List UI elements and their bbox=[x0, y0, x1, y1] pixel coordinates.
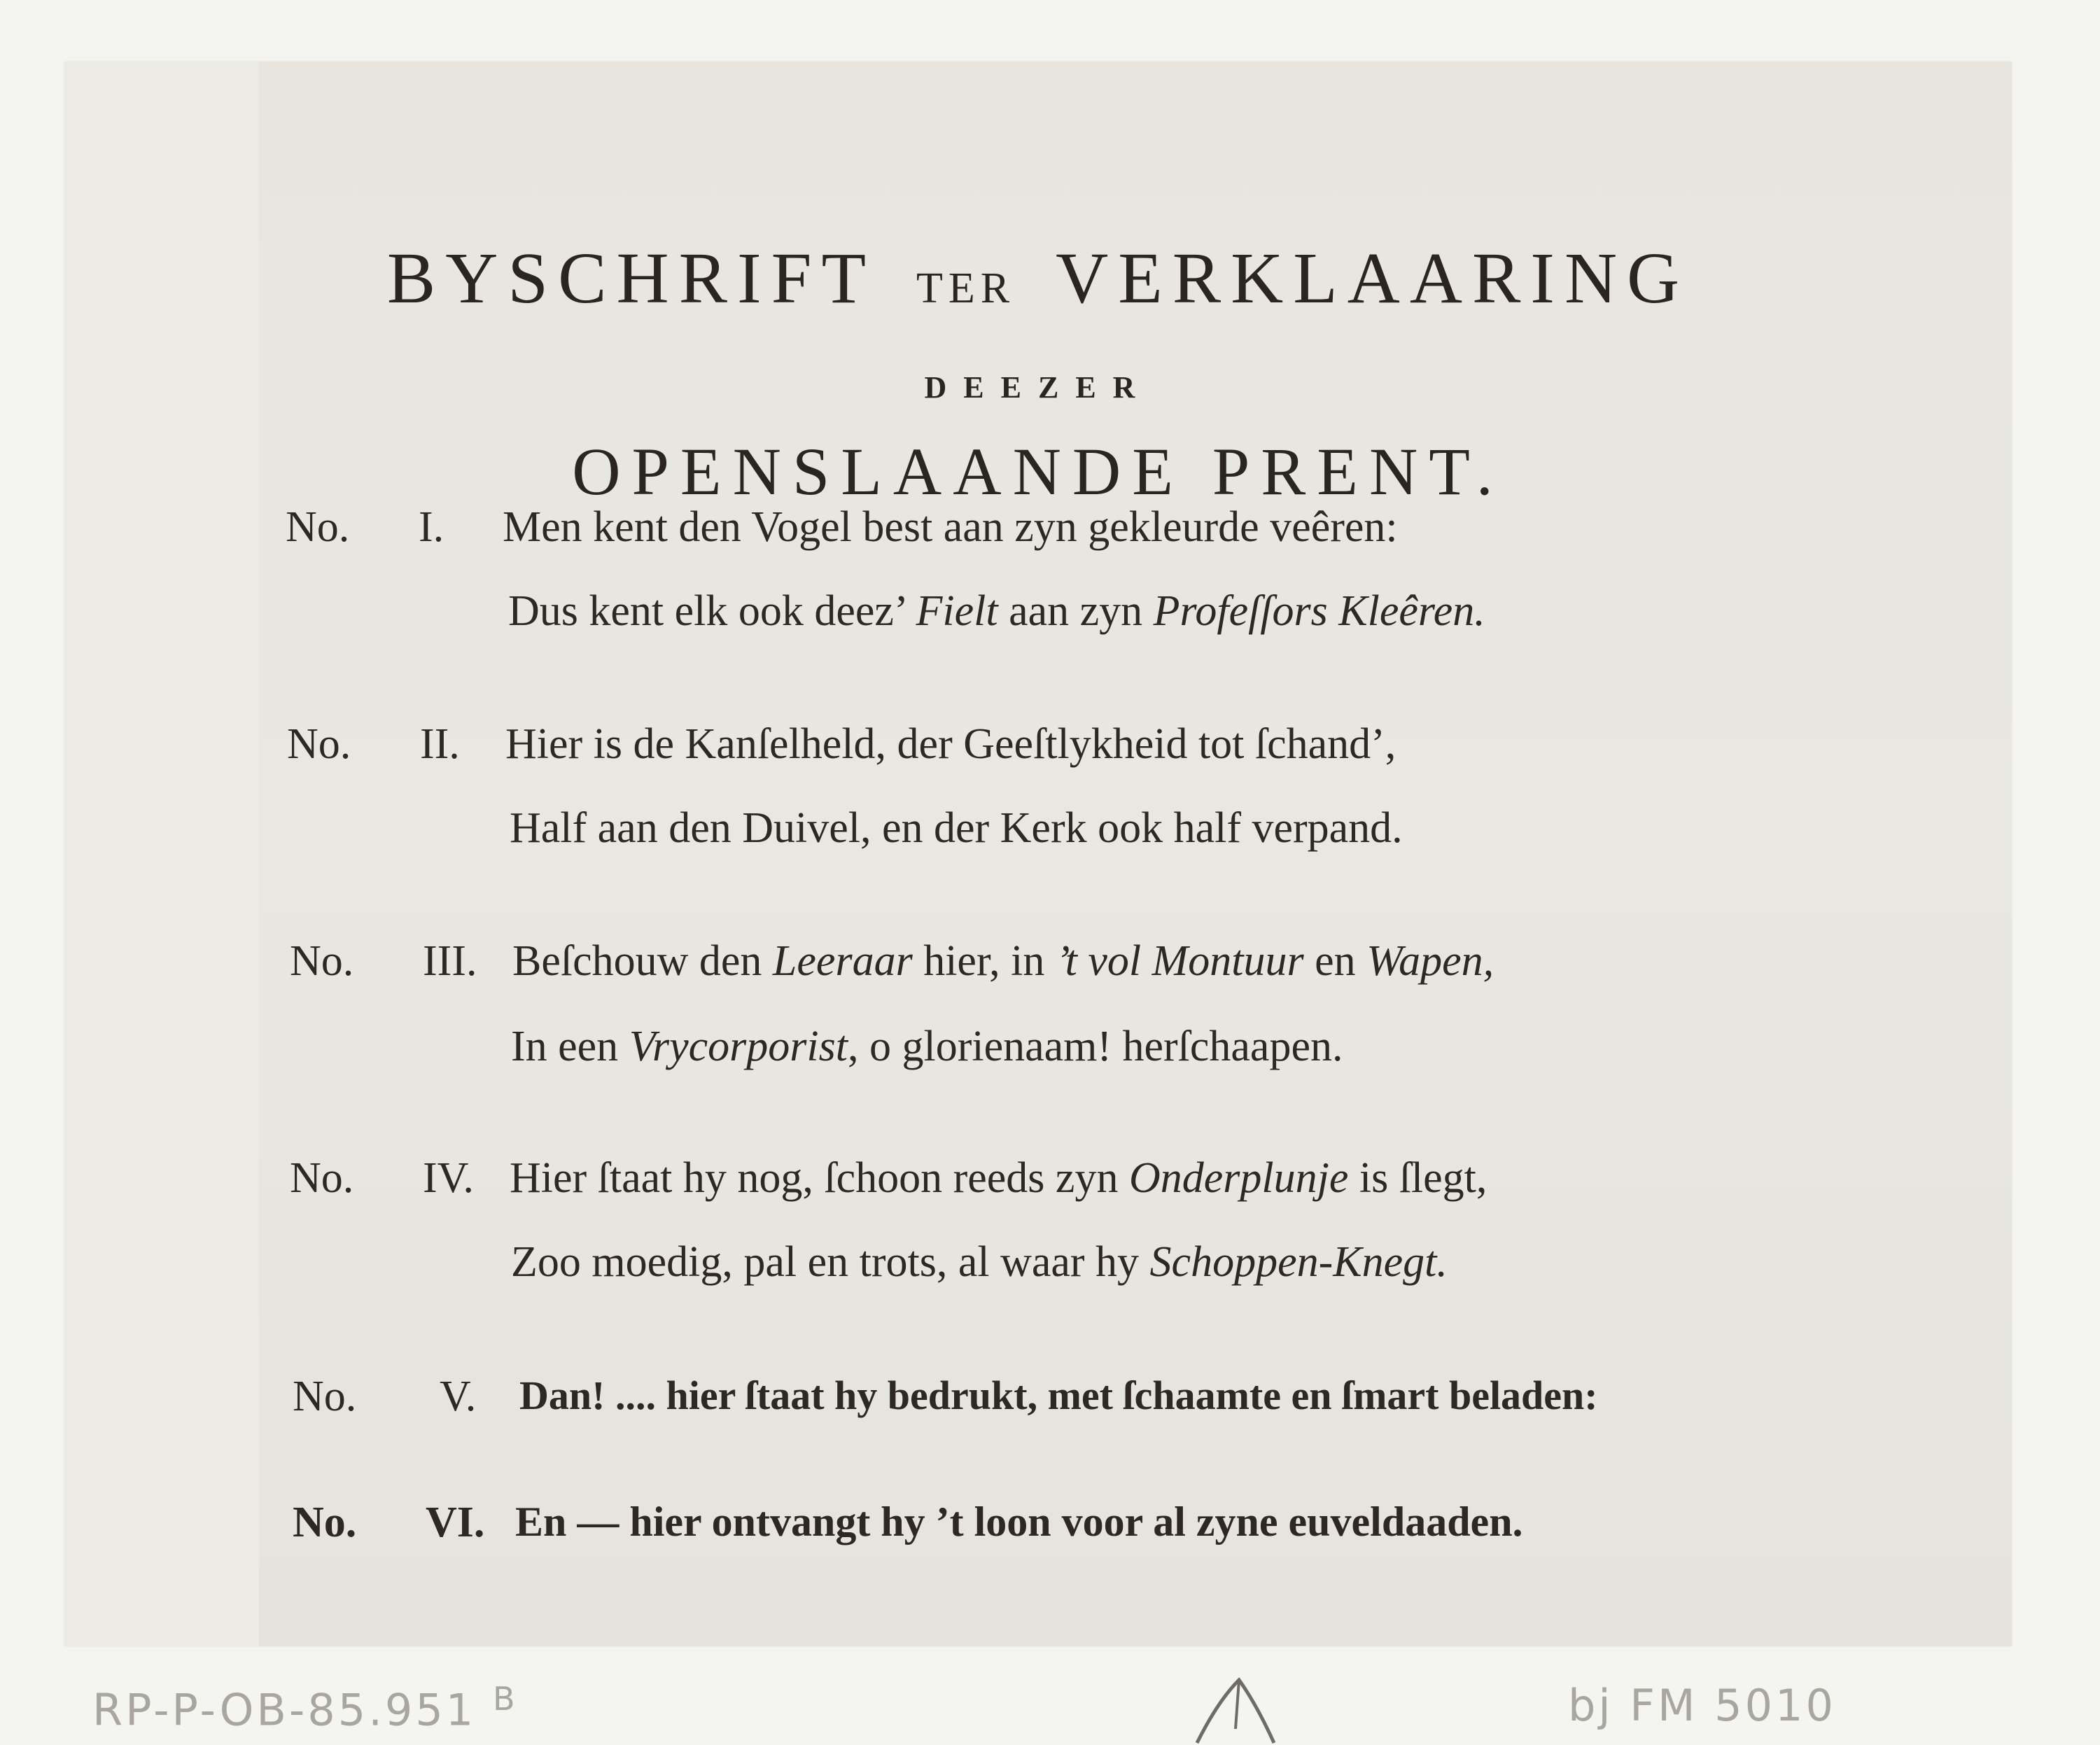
verse-line bbox=[503, 503, 1398, 552]
entry-number bbox=[287, 720, 460, 769]
title-line-2: DEEZER bbox=[924, 370, 1152, 405]
verse-text: Hier is de Kanſelheld, der Geeſtlykheid tot ſchand’, bbox=[505, 720, 1396, 768]
verse-text: Men kent den Vogel best aan zyn gekleurde veêren: bbox=[503, 503, 1398, 551]
entry-roman: VI. bbox=[426, 1499, 485, 1546]
entry-label: No. bbox=[287, 720, 351, 768]
entry-roman: I. bbox=[419, 503, 444, 551]
entry-label: No. bbox=[286, 503, 350, 551]
entry-label: No. bbox=[293, 1499, 357, 1546]
verse-italic: Profeſſors Kleêren. bbox=[1153, 587, 1485, 635]
title-word-verklaaring: VERKLAARING bbox=[1056, 238, 1690, 318]
entry-number bbox=[286, 503, 444, 552]
verse-text: en bbox=[1303, 937, 1367, 985]
inventory-suffix: B bbox=[492, 1680, 518, 1718]
verse-italic: Vrycorporist bbox=[629, 1023, 848, 1070]
verse-line bbox=[508, 587, 1485, 636]
pencil-mark bbox=[1190, 1673, 1288, 1745]
entry-label: No. bbox=[293, 1373, 357, 1420]
title-line-3: OPENSLAANDE PRENT. bbox=[572, 434, 1504, 509]
entry-roman: II. bbox=[420, 720, 460, 768]
inventory-number-text: RP-P-OB-85.951 bbox=[92, 1684, 477, 1736]
entry-roman: IV. bbox=[423, 1154, 474, 1202]
verse-text: Dan! .... hier ſtaat hy bedrukt, met ſchaamte en ſmart beladen: bbox=[519, 1373, 1598, 1418]
verse-text: Beſchouw den bbox=[512, 937, 773, 985]
title-word-ter: TER bbox=[916, 265, 1016, 312]
entry-number bbox=[290, 1154, 474, 1203]
verse-italic: Wapen, bbox=[1366, 937, 1494, 985]
entry-roman: V. bbox=[440, 1373, 477, 1420]
verse-line bbox=[515, 1498, 1523, 1546]
verse-line bbox=[510, 804, 1403, 853]
verse-line bbox=[512, 937, 1494, 986]
verse-italic: Onderplunje bbox=[1128, 1154, 1349, 1202]
verse-italic: Leeraar bbox=[772, 937, 913, 985]
verse-text: aan zyn bbox=[997, 587, 1154, 635]
entry-number bbox=[293, 1498, 485, 1548]
verse-line bbox=[511, 1238, 1448, 1287]
verse-line bbox=[519, 1372, 1598, 1419]
entry-label: No. bbox=[290, 1154, 354, 1202]
verse-line bbox=[505, 720, 1396, 769]
verse-line bbox=[511, 1022, 1343, 1072]
print-sheet bbox=[64, 62, 2012, 1646]
verse-line bbox=[510, 1154, 1487, 1203]
verse-text: En — hier ontvangt hy ’t loon voor al zyne euveldaaden. bbox=[515, 1499, 1523, 1545]
inventory-number bbox=[92, 1680, 518, 1736]
title-line-1 bbox=[64, 237, 2012, 320]
verse-text: Hier ſtaat hy nog, ſchoon reeds zyn bbox=[510, 1154, 1129, 1202]
verse-italic: Schoppen-Knegt. bbox=[1149, 1238, 1448, 1286]
entry-number bbox=[290, 937, 477, 986]
verse-italic: Fielt bbox=[916, 587, 998, 635]
entry-roman: III. bbox=[423, 937, 477, 985]
collection-mark: bj FM 5010 bbox=[1568, 1680, 1836, 1731]
verse-text: Half aan den Duivel, en der Kerk ook half verpand. bbox=[510, 804, 1403, 852]
entry-label: No. bbox=[290, 937, 354, 985]
verse-text: In een bbox=[511, 1023, 629, 1070]
verse-text: hier, in bbox=[912, 937, 1056, 985]
verse-text: is ſlegt, bbox=[1348, 1154, 1488, 1202]
title-word-byschrift: BYSCHRIFT bbox=[386, 238, 876, 318]
entry-number bbox=[293, 1372, 477, 1422]
verse-text: Zoo moedig, pal en trots, al waar hy bbox=[511, 1238, 1150, 1286]
verse-text: Dus kent elk ook deez’ bbox=[508, 587, 916, 635]
verse-text: , o glorienaam! herſchaapen. bbox=[847, 1023, 1343, 1070]
verse-italic: ’t vol Montuur bbox=[1055, 937, 1304, 985]
